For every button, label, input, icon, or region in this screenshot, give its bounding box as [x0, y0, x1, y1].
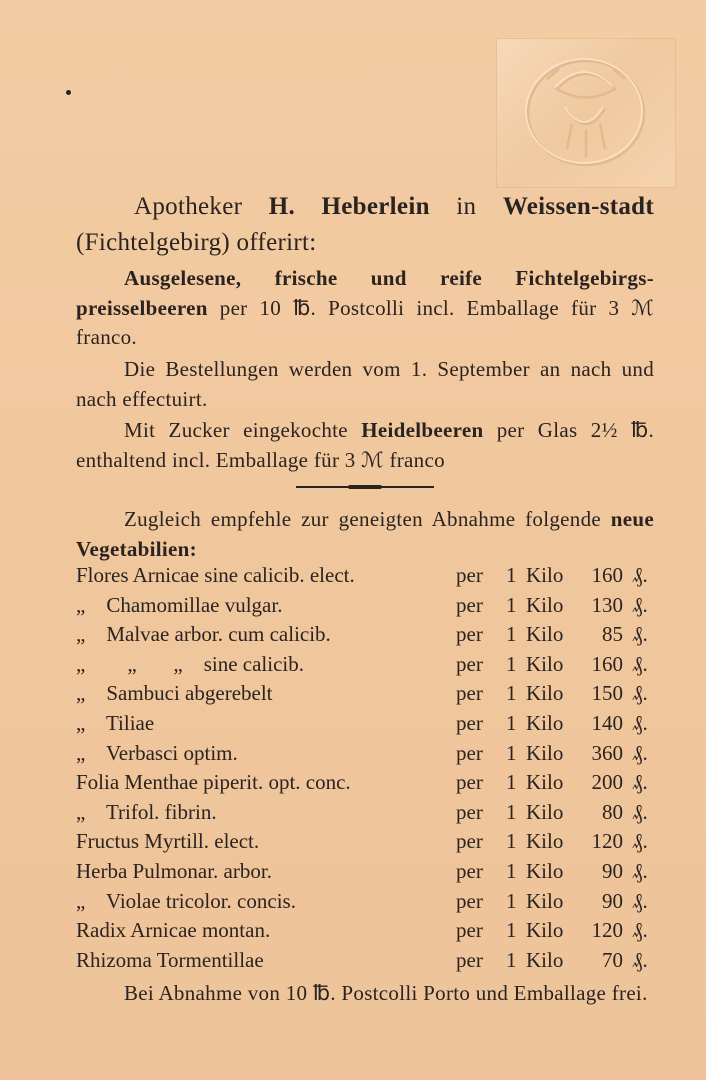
item-name: Herba Pulmonar. arbor. [76, 859, 272, 883]
item-qty: 1 [506, 947, 517, 972]
item-unit: Kilo [526, 622, 564, 647]
item-name: „ Sambuci abgerebelt [76, 681, 273, 706]
item-currency: ₰. [632, 770, 648, 795]
item-qty: 1 [506, 770, 517, 795]
recommendation [76, 505, 654, 564]
item-unit: Kilo [526, 829, 564, 854]
item-price: 150 [591, 681, 623, 706]
price-row [76, 887, 656, 917]
item-per: per [456, 622, 483, 647]
heading-prefix: Apotheker [134, 193, 243, 220]
offer3-pre: Mit Zucker eingekochte [124, 418, 348, 442]
item-price: 120 [591, 829, 623, 854]
item-unit: Kilo [526, 651, 564, 676]
item-currency: ₰. [632, 799, 648, 824]
closing-note [76, 979, 654, 1009]
ink-dot [66, 90, 71, 95]
item-qty: 1 [506, 622, 517, 647]
item-qty: 1 [506, 563, 517, 587]
heading-name: H. Heberlein [268, 193, 430, 220]
item-name: Radix Arnicae montan. [76, 918, 271, 943]
item-unit: Kilo [526, 740, 564, 765]
item-unit: Kilo [526, 711, 564, 735]
item-per: per [456, 651, 483, 676]
item-price: 90 [602, 888, 623, 913]
item-currency: ₰. [632, 888, 648, 913]
offer1-rest: per 10 ℔. Postcolli incl. Emballage für 3 ℳ franco. [76, 295, 655, 350]
item-currency: ₰. [632, 681, 648, 706]
item-currency: ₰. [632, 651, 648, 676]
price-row [76, 739, 656, 769]
heading [76, 189, 654, 261]
price-row [76, 946, 656, 976]
item-qty: 1 [506, 711, 517, 735]
item-per: per [456, 770, 483, 795]
item-currency: ₰. [632, 622, 648, 647]
item-currency: ₰. [632, 829, 648, 854]
item-qty: 1 [506, 829, 517, 854]
item-unit: Kilo [526, 947, 564, 972]
price-row [76, 857, 656, 887]
item-unit: Kilo [526, 859, 564, 883]
item-name: Folia Menthae piperit. opt. conc. [76, 770, 351, 795]
price-row [76, 650, 656, 680]
item-qty: 1 [506, 918, 517, 943]
item-per: per [456, 681, 483, 706]
recommend-text: Zugleich empfehle zur geneigten Abnahme folgende [124, 507, 601, 531]
item-name: Fructus Myrtill. elect. [76, 829, 260, 854]
item-price: 70 [602, 947, 623, 972]
item-currency: ₰. [632, 592, 648, 617]
item-per: per [456, 918, 483, 943]
item-unit: Kilo [526, 918, 564, 943]
item-price: 85 [602, 622, 623, 647]
price-row [76, 827, 656, 857]
item-price: 120 [591, 918, 623, 943]
item-name: „ Trifol. fibrin. [76, 799, 217, 824]
item-per: per [456, 947, 483, 972]
price-row [76, 620, 656, 650]
price-row [76, 679, 656, 709]
item-qty: 1 [506, 799, 517, 824]
item-per: per [456, 888, 483, 913]
item-per: per [456, 799, 483, 824]
item-name: „ „ „ sine calicib. [76, 651, 305, 676]
ornamental-divider [296, 486, 434, 488]
recommend-bold: neue Vegetabilien: [76, 507, 654, 561]
item-unit: Kilo [526, 563, 564, 587]
price-row [76, 591, 656, 621]
item-qty: 1 [506, 740, 517, 765]
item-per: per [456, 829, 483, 854]
item-name: „ Verbasci optim. [76, 740, 238, 765]
item-per: per [456, 563, 483, 587]
item-unit: Kilo [526, 888, 564, 913]
item-qty: 1 [506, 681, 517, 706]
item-name: „ Chamomillae vulgar. [76, 592, 283, 617]
item-unit: Kilo [526, 770, 564, 795]
item-currency: ₰. [632, 859, 648, 883]
offer3-bold: Heidelbeeren [361, 418, 484, 442]
price-row [76, 798, 656, 828]
item-price: 160 [591, 563, 623, 587]
offer1-bold: Ausgelesene, frische und reife Fichtelgebirgs-preisselbeeren [76, 266, 654, 320]
closing-text: Bei Abnahme von 10 ℔. Postcolli Porto und Emballage frei. [124, 981, 648, 1005]
offer-preiselbeeren [76, 264, 654, 353]
item-qty: 1 [506, 651, 517, 676]
offer-heidelbeeren [76, 416, 654, 475]
item-per: per [456, 740, 483, 765]
item-per: per [456, 859, 483, 883]
item-unit: Kilo [526, 799, 564, 824]
embossed-stamp [496, 38, 676, 188]
item-qty: 1 [506, 888, 517, 913]
item-currency: ₰. [632, 740, 648, 765]
item-price: 90 [602, 859, 623, 883]
price-row [76, 709, 656, 739]
item-price: 200 [591, 770, 623, 795]
price-row [76, 561, 656, 591]
item-unit: Kilo [526, 592, 564, 617]
heading-place: Weissen-stadt [502, 193, 654, 220]
item-qty: 1 [506, 592, 517, 617]
item-currency: ₰. [632, 711, 648, 735]
item-per: per [456, 592, 483, 617]
heading-mid: in [456, 193, 477, 220]
item-name: „ Tiliae [76, 711, 155, 735]
item-currency: ₰. [632, 947, 648, 972]
item-per: per [456, 711, 483, 735]
item-name: „ Malvae arbor. cum calicib. [76, 622, 331, 647]
item-unit: Kilo [526, 681, 564, 706]
item-price: 360 [591, 740, 623, 765]
price-row [76, 768, 656, 798]
item-qty: 1 [506, 859, 517, 883]
item-currency: ₰. [632, 918, 648, 943]
offer-delivery [76, 355, 654, 414]
item-price: 160 [591, 651, 623, 676]
heading-suffix: (Fichtelgebirg) offerirt: [76, 229, 317, 256]
offer2-text: Die Bestellungen werden vom 1. September an nach und nach effectuirt. [76, 357, 654, 411]
item-price: 80 [602, 799, 623, 824]
item-name: Rhizoma Tormentillae [76, 947, 264, 972]
item-name: „ Violae tricolor. concis. [76, 888, 296, 913]
item-price: 140 [591, 711, 623, 735]
item-currency: ₰. [632, 563, 648, 587]
item-name: Flores Arnicae sine calicib. elect. [76, 563, 355, 587]
offer3-rest: per Glas 2½ ℔. enthaltend incl. Emballage für 3 ℳ franco [76, 418, 654, 472]
item-price: 130 [591, 592, 623, 617]
price-row [76, 916, 656, 946]
